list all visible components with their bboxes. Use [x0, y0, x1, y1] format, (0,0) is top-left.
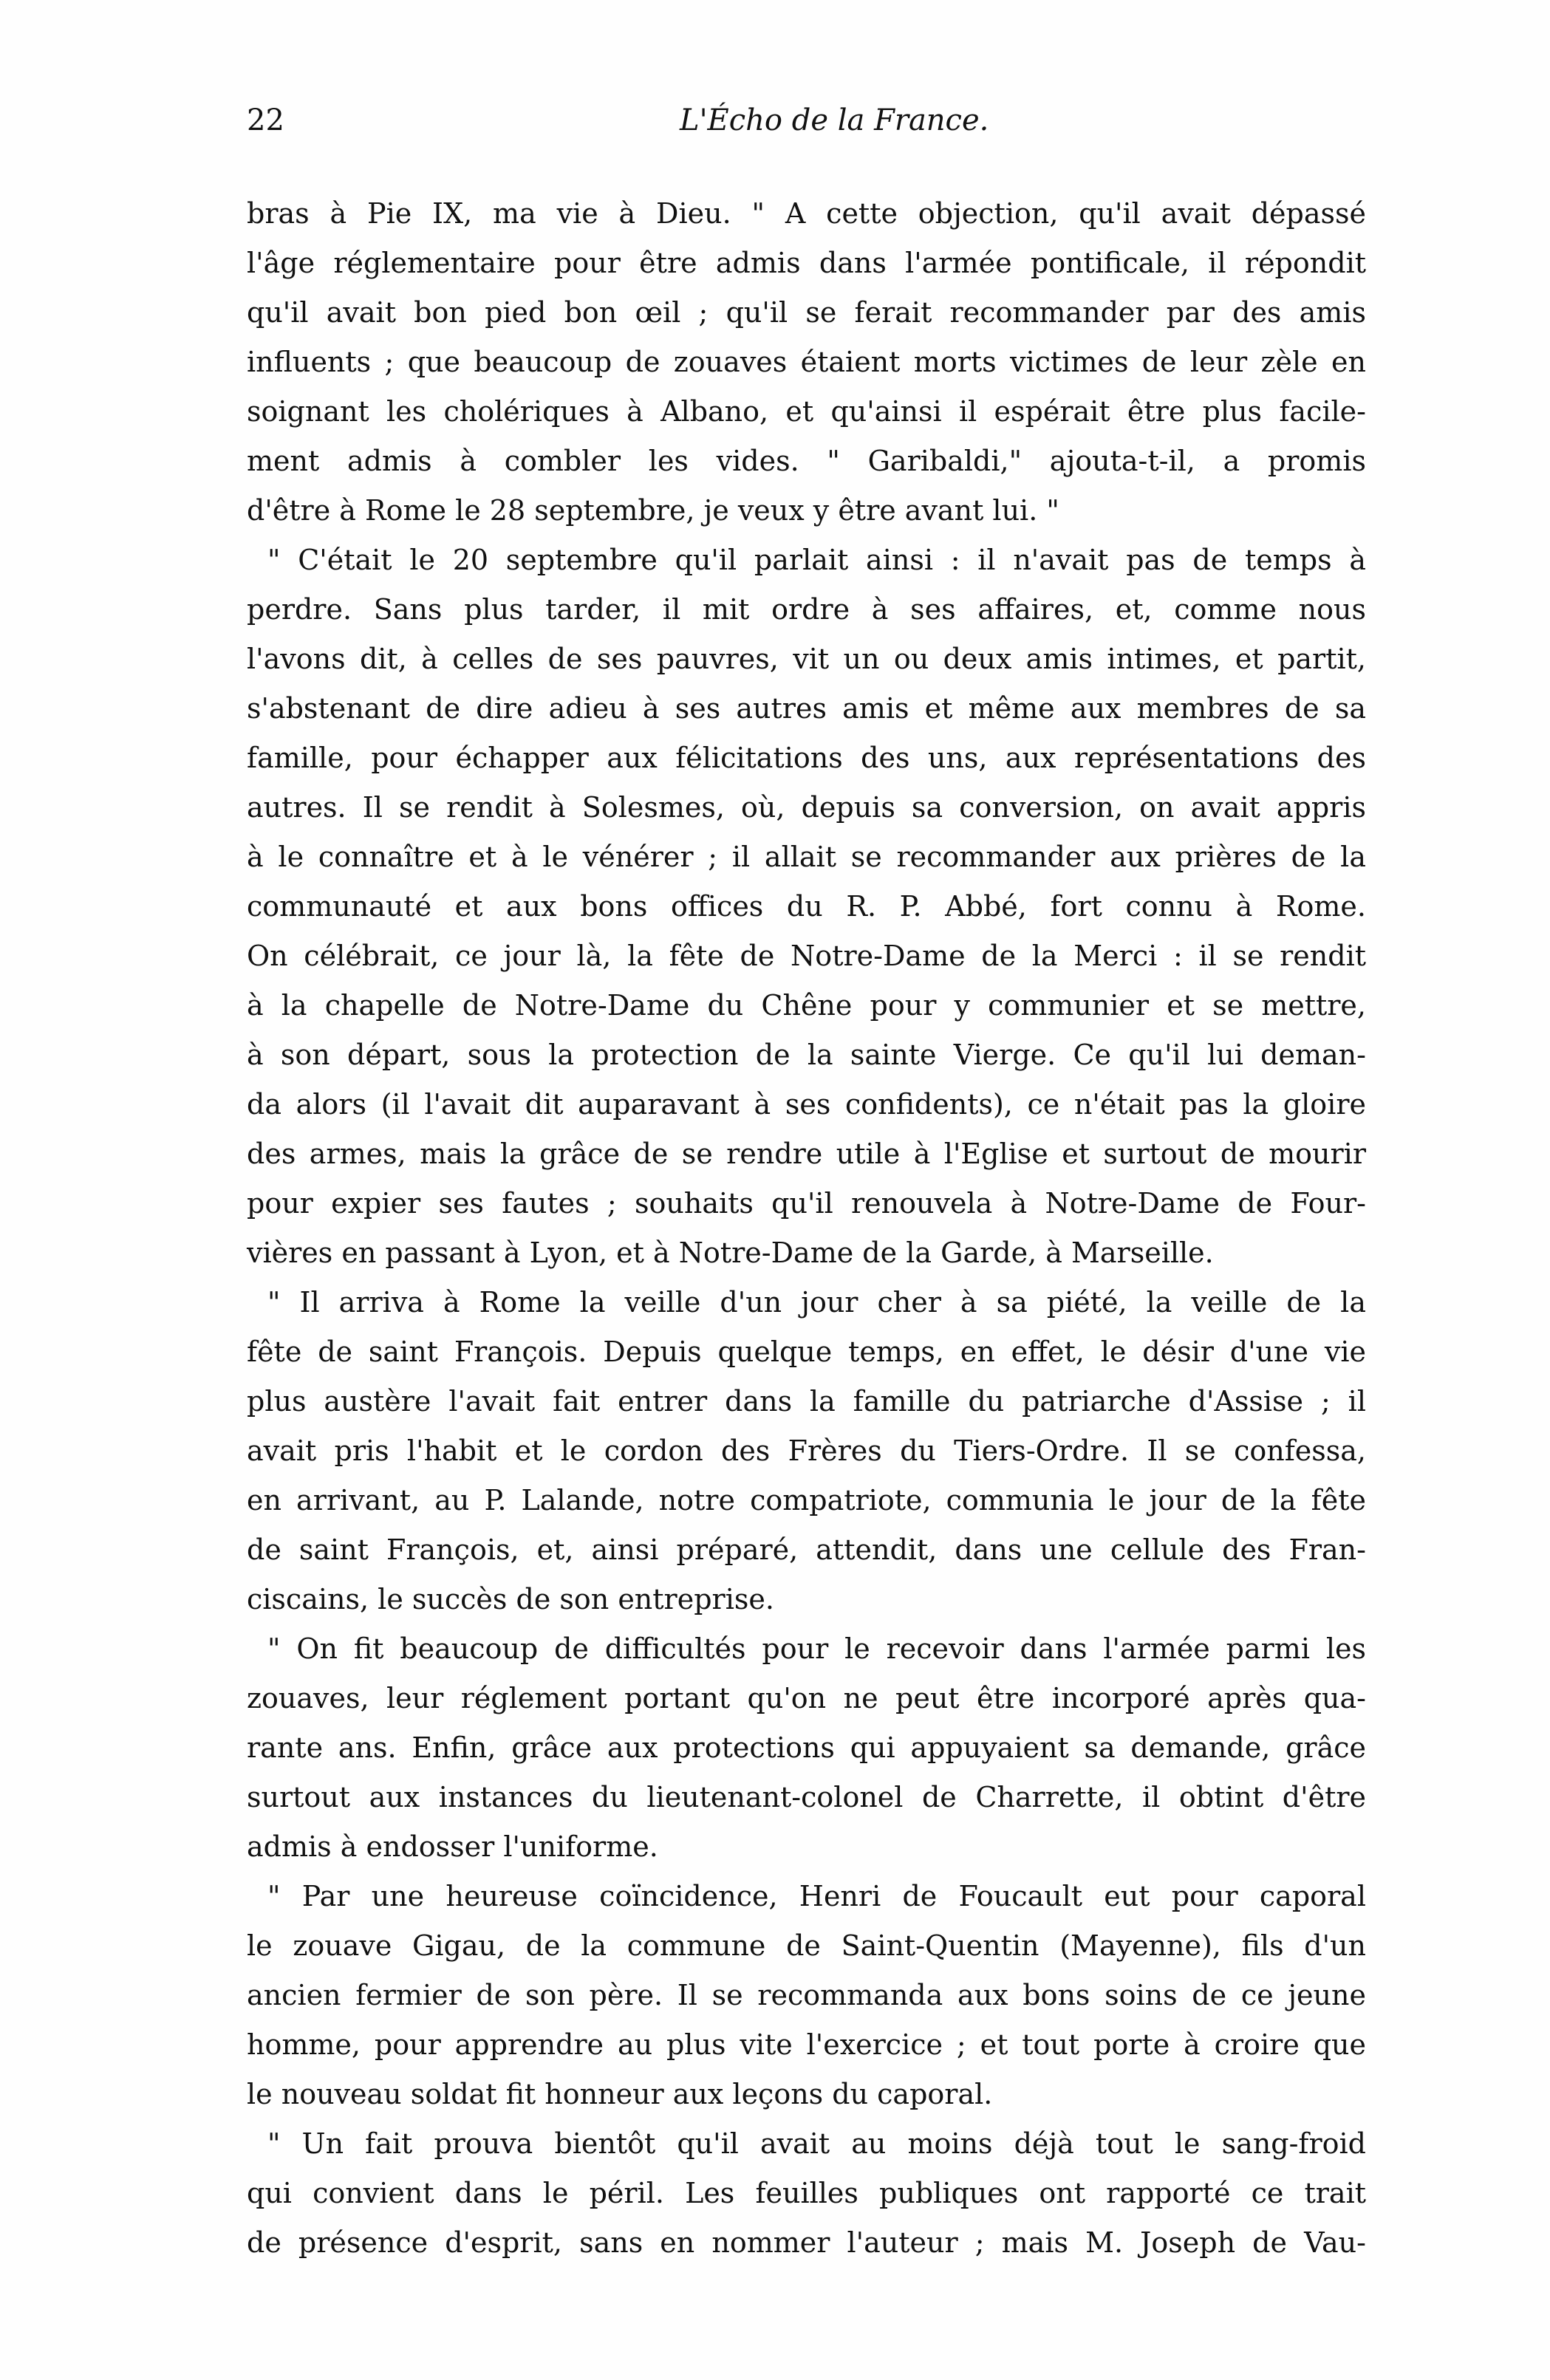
- text-line: qu'il avait bon pied bon œil ; qu'il se ferait recommander par des amis: [247, 296, 1366, 329]
- text-line: l'âge réglementaire pour être admis dans l'armée pontificale, il répondit: [247, 247, 1366, 279]
- text-line: communauté et aux bons offices du R. P. Abbé, fort connu à Rome.: [247, 890, 1366, 923]
- text-line: avait pris l'habit et le cordon des Frères du Tiers-Ordre. Il se confessa,: [247, 1435, 1366, 1467]
- text-line: à le connaître et à le vénérer ; il allait se recommander aux prières de la: [247, 841, 1366, 873]
- paragraph-first-line: " Par une heureuse coïncidence, Henri de Foucault eut pour caporal: [267, 1880, 1366, 1912]
- text-line: l'avons dit, à celles de ses pauvres, vit un ou deux amis intimes, et partit,: [247, 643, 1366, 675]
- text-line: homme, pour apprendre au plus vite l'exercice ; et tout porte à croire que: [247, 2028, 1366, 2061]
- text-line: des armes, mais la grâce de se rendre utile à l'Eglise et surtout de mourir: [247, 1138, 1366, 1170]
- body-text: [247, 189, 1366, 2268]
- text-line: s'abstenant de dire adieu à ses autres amis et même aux membres de sa: [247, 692, 1366, 725]
- text-line: qui convient dans le péril. Les feuilles publiques ont rapporté ce trait: [247, 2177, 1366, 2209]
- text-line: da alors (il l'avait dit auparavant à ses confidents), ce n'était pas la gloire: [247, 1088, 1366, 1121]
- text-line: bras à Pie IX, ma vie à Dieu. " A cette objection, qu'il avait dépassé: [247, 197, 1366, 230]
- text-line: plus austère l'avait fait entrer dans la famille du patriarche d'Assise ; il: [247, 1385, 1366, 1418]
- text-line: de présence d'esprit, sans en nommer l'auteur ; mais M. Joseph de Vau-: [247, 2226, 1366, 2259]
- text-line: rante ans. Enfin, grâce aux protections qui appuyaient sa demande, grâce: [247, 1731, 1366, 1764]
- text-line: le zouave Gigau, de la commune de Saint-Quentin (Mayenne), fils d'un: [247, 1929, 1366, 1962]
- text-line: ment admis à combler les vides. " Garibaldi," ajouta-t-il, a promis: [247, 445, 1366, 477]
- text-line: vières en passant à Lyon, et à Notre-Dame de la Garde, à Marseille.: [247, 1237, 1214, 1269]
- text-line: admis à endosser l'uniforme.: [247, 1830, 658, 1863]
- running-head: [247, 103, 1366, 148]
- paragraph-first-line: " Il arriva à Rome la veille d'un jour cher à sa piété, la veille de la: [267, 1286, 1366, 1319]
- paragraph-first-line: " Un fait prouva bientôt qu'il avait au moins déjà tout le sang-froid: [267, 2127, 1366, 2160]
- text-line: influents ; que beaucoup de zouaves étaient morts victimes de leur zèle en: [247, 346, 1366, 378]
- text-line: d'être à Rome le 28 septembre, je veux y être avant lui. ": [247, 494, 1059, 527]
- text-line: pour expier ses fautes ; souhaits qu'il renouvela à Notre-Dame de Four-: [247, 1187, 1366, 1220]
- journal-title: L'Écho de la France.: [680, 103, 989, 137]
- text-line: en arrivant, au P. Lalande, notre compatriote, communia le jour de la fête: [247, 1484, 1366, 1516]
- paragraph-first-line: " C'était le 20 septembre qu'il parlait ainsi : il n'avait pas de temps à: [267, 544, 1366, 576]
- text-line: perdre. Sans plus tarder, il mit ordre à ses affaires, et, comme nous: [247, 593, 1366, 626]
- page-number: 22: [247, 103, 284, 137]
- text-line: ancien fermier de son père. Il se recommanda aux bons soins de ce jeune: [247, 1979, 1366, 2011]
- text-line: famille, pour échapper aux félicitations des uns, aux représentations des: [247, 742, 1366, 774]
- text-line: fête de saint François. Depuis quelque temps, en effet, le désir d'une vie: [247, 1336, 1366, 1368]
- text-line: le nouveau soldat fit honneur aux leçons du caporal.: [247, 2078, 993, 2110]
- text-line: de saint François, et, ainsi préparé, attendit, dans une cellule des Fran-: [247, 1533, 1366, 1566]
- text-line: zouaves, leur réglement portant qu'on ne peut être incorporé après qua-: [247, 1682, 1366, 1714]
- text-line: On célébrait, ce jour là, la fête de Notre-Dame de la Merci : il se rendit: [247, 940, 1366, 972]
- text-line: à son départ, sous la protection de la sainte Vierge. Ce qu'il lui deman-: [247, 1039, 1366, 1071]
- text-line: autres. Il se rendit à Solesmes, où, depuis sa conversion, on avait appris: [247, 791, 1366, 824]
- text-line: ciscains, le succès de son entreprise.: [247, 1583, 774, 1615]
- text-line: soignant les cholériques à Albano, et qu'ainsi il espérait être plus facile-: [247, 395, 1366, 428]
- text-line: surtout aux instances du lieutenant-colonel de Charrette, il obtint d'être: [247, 1781, 1366, 1813]
- paragraph-first-line: " On fit beaucoup de difficultés pour le recevoir dans l'armée parmi les: [267, 1632, 1366, 1665]
- text-line: à la chapelle de Notre-Dame du Chêne pour y communier et se mettre,: [247, 989, 1366, 1022]
